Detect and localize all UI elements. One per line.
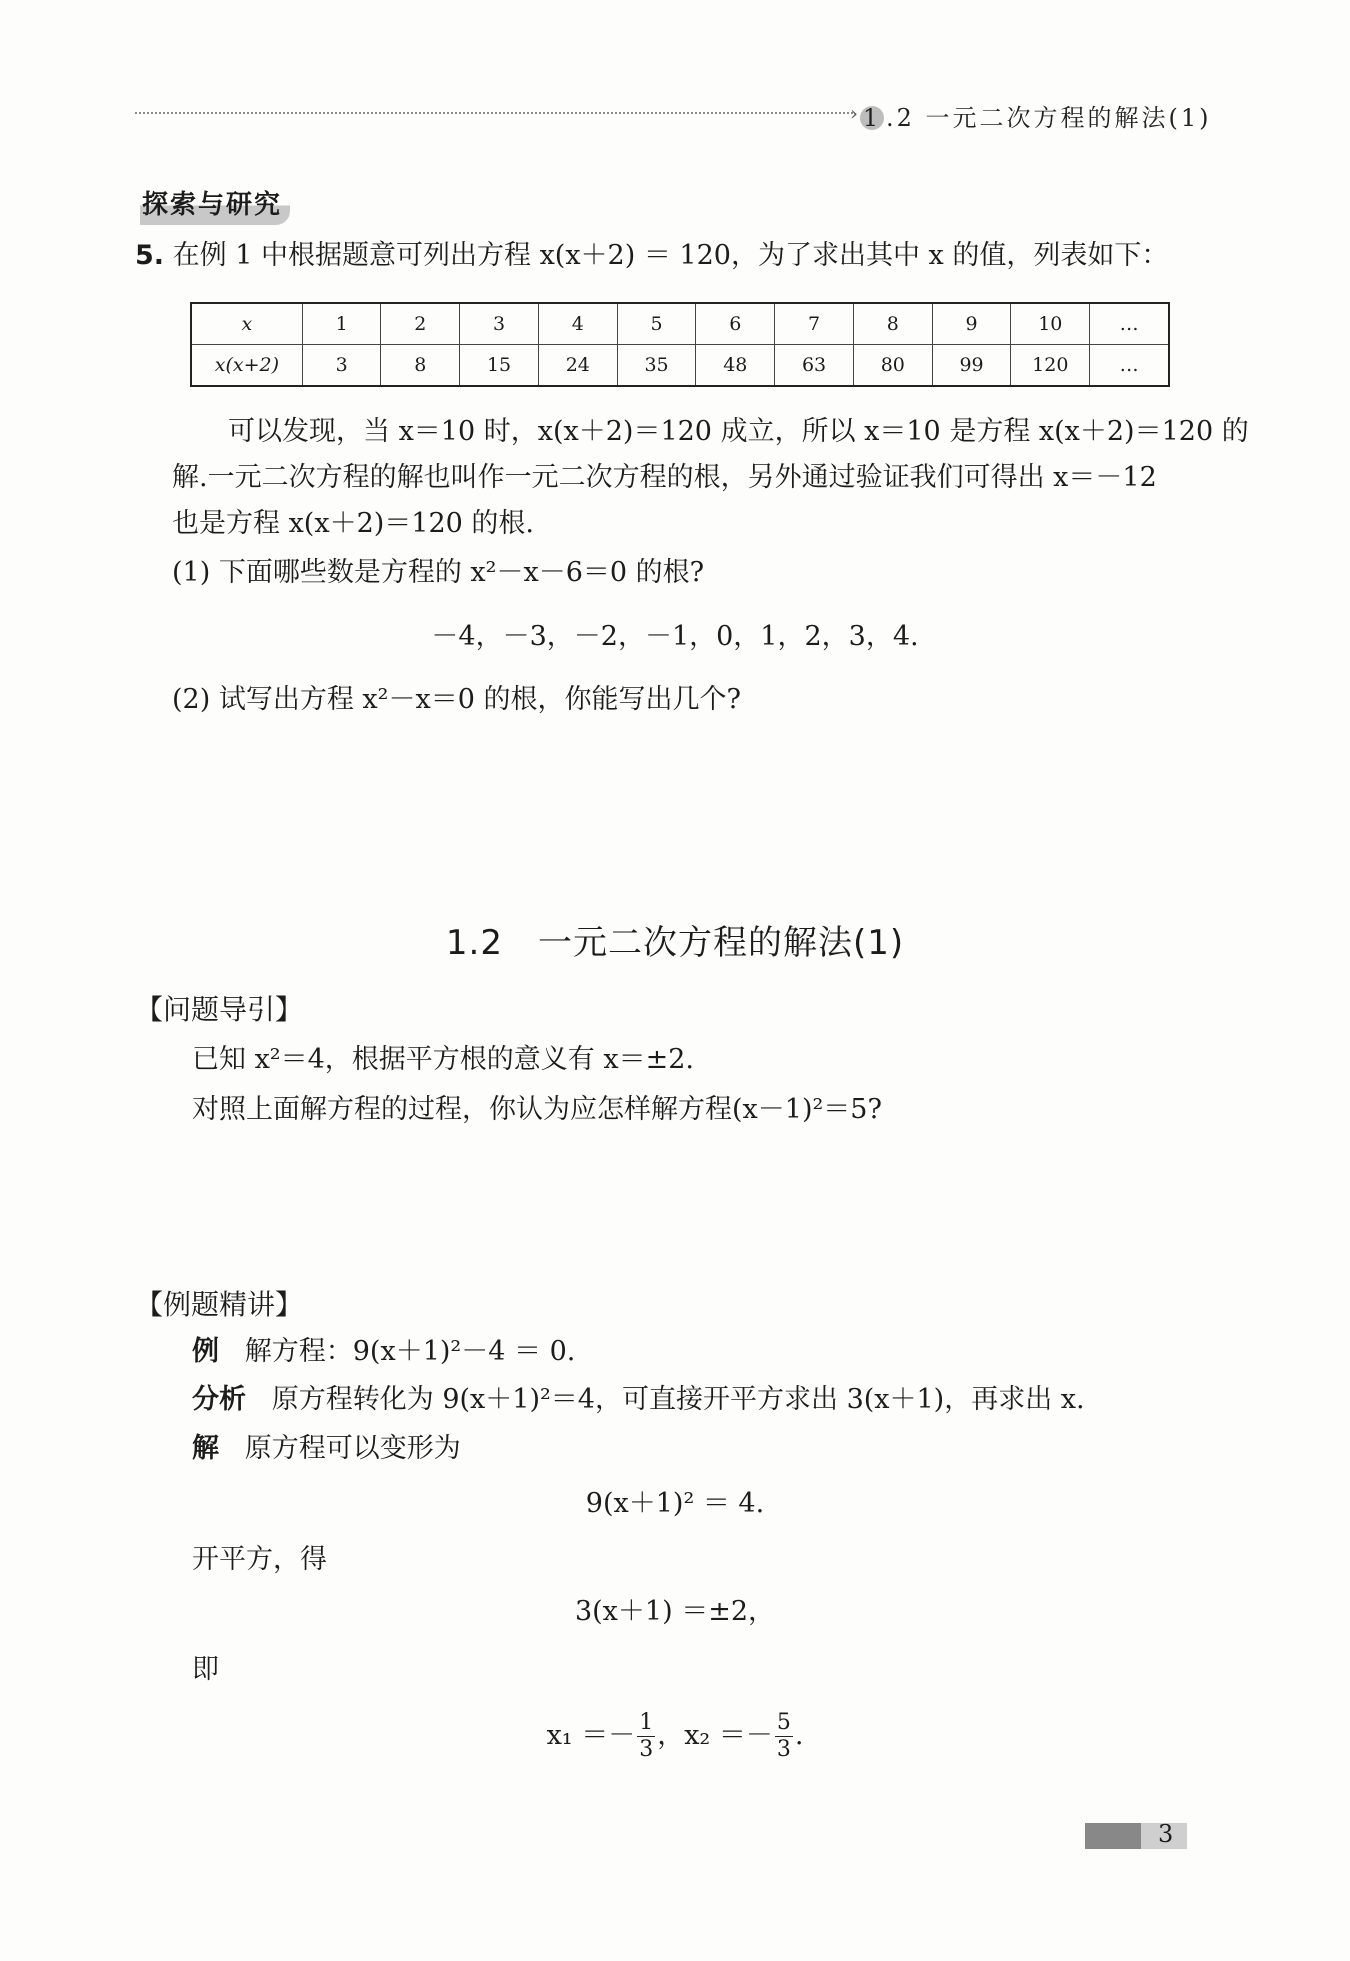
table-cell: 4 <box>538 303 617 345</box>
sub-question-1: (1) 下面哪些数是方程的 x²－x－6＝0 的根? <box>172 557 705 588</box>
table-cell: 7 <box>775 303 854 345</box>
example-problem-text: 解方程：9(x＋1)²－4 ＝ 0. <box>244 1336 576 1367</box>
table-cell: 10 <box>1011 303 1090 345</box>
question-5 <box>135 236 1168 276</box>
step-3: 即 <box>192 1654 219 1685</box>
guide-heading: 【问题导引】 <box>135 993 304 1026</box>
table-cell: 120 <box>1011 345 1090 387</box>
table-cell: 9 <box>932 303 1011 345</box>
equation-end: . <box>794 1720 804 1751</box>
value-table <box>190 302 1170 387</box>
equation-3 <box>0 1710 1350 1763</box>
equation-1: 9(x＋1)² ＝ 4. <box>585 1488 765 1519</box>
example-analysis <box>192 1380 1085 1420</box>
solution-label: 解 <box>192 1433 219 1464</box>
table-cell: 6 <box>696 303 775 345</box>
fraction: $\frac{5}{3}$ <box>776 1710 791 1762</box>
table-cell: … <box>1090 345 1169 387</box>
x2-label: ，x₂ ＝－ <box>657 1720 773 1751</box>
table-cell: 2 <box>381 303 460 345</box>
table-cell: 63 <box>775 345 854 387</box>
question-number: 5. <box>135 240 165 271</box>
guide-line-1: 已知 x²＝4，根据平方根的意义有 x＝±2. <box>192 1044 695 1075</box>
header-dotted-rule <box>135 112 853 114</box>
table-row <box>191 303 1169 345</box>
section-label: 探索与研究 <box>140 182 290 225</box>
table-cell: 99 <box>932 345 1011 387</box>
fraction: $\frac{1}{3}$ <box>639 1710 654 1762</box>
example-heading: 【例题精讲】 <box>135 1288 304 1321</box>
guide-line-2: 对照上面解方程的过程，你认为应怎样解方程(x－1)²＝5? <box>192 1094 882 1125</box>
example-solution <box>192 1429 461 1469</box>
table-cell: 8 <box>381 345 460 387</box>
table-cell: … <box>1090 303 1169 345</box>
paragraph-line: 也是方程 x(x＋2)＝120 的根. <box>172 508 534 539</box>
example-problem <box>192 1332 575 1372</box>
question-text: 在例 1 中根据题意可列出方程 x(x＋2) ＝ 120，为了求出其中 x 的值，列表如下： <box>172 240 1169 271</box>
analysis-text: 原方程转化为 9(x＋1)²＝4，可直接开平方求出 3(x＋1)，再求出 x. <box>271 1384 1085 1415</box>
x1-label: x₁ ＝－ <box>546 1720 636 1751</box>
table-cell: 80 <box>853 345 932 387</box>
solution-intro: 原方程可以变形为 <box>244 1433 461 1464</box>
table-row <box>191 345 1169 387</box>
header-title: .2 一元二次方程的解法(1) <box>886 104 1212 132</box>
step-2: 开平方，得 <box>192 1544 327 1575</box>
header-circle-number: 1 <box>860 106 884 130</box>
table-cell: x <box>191 303 302 345</box>
candidate-values: －4，－3，－2，－1，0，1，2，3，4. <box>431 621 919 652</box>
table-cell: 24 <box>538 345 617 387</box>
section-title: 1.2 一元二次方程的解法(1) <box>445 923 905 963</box>
table-cell: x(x+2) <box>191 345 302 387</box>
table-cell: 35 <box>617 345 696 387</box>
table-cell: 3 <box>302 345 381 387</box>
arrow-icon: › <box>850 101 858 125</box>
table-cell: 5 <box>617 303 696 345</box>
running-header <box>860 98 1212 133</box>
table-cell: 8 <box>853 303 932 345</box>
equation-2: 3(x＋1) ＝±2， <box>574 1596 776 1627</box>
page-number: 3 <box>1158 1820 1174 1848</box>
table-cell: 48 <box>696 345 775 387</box>
table-cell: 15 <box>460 345 539 387</box>
paragraph-line: 可以发现，当 x＝10 时，x(x＋2)＝120 成立，所以 x＝10 是方程 x(x＋2)＝120 的 <box>228 416 1249 447</box>
table-cell: 1 <box>302 303 381 345</box>
table-cell: 3 <box>460 303 539 345</box>
sub-question-2: (2) 试写出方程 x²－x＝0 的根，你能写出几个? <box>172 684 741 715</box>
paragraph-line: 解.一元二次方程的解也叫作一元二次方程的根，另外通过验证我们可得出 x＝－12 <box>172 462 1157 493</box>
example-label: 例 <box>192 1336 219 1367</box>
analysis-label: 分析 <box>192 1384 246 1415</box>
